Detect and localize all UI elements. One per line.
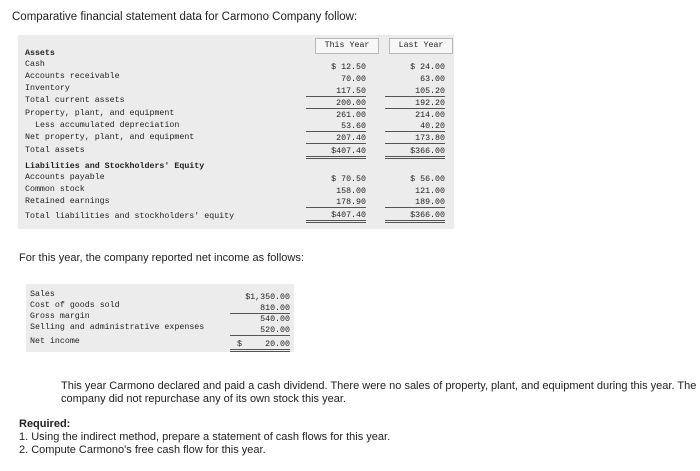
bs-label-accounts-receivable: Accounts receivable bbox=[25, 72, 120, 81]
is-value-sales: $1,350.00 bbox=[245, 293, 290, 302]
section-heading-liabilities: Liabilities and Stockholders' Equity bbox=[25, 162, 205, 171]
bs-this-common-stock: 158.00 bbox=[336, 187, 366, 196]
bs-last-accounts-receivable: 63.00 bbox=[420, 75, 445, 84]
required-item-1: 1. Using the indirect method, prepare a statement of cash flows for this year. bbox=[19, 431, 391, 443]
bs-label-total-assets: Total assets bbox=[25, 146, 85, 155]
note-line-1: This year Carmono declared and paid a cash dividend. There were no sales of property, plant, and equipment during this year. The bbox=[61, 380, 697, 392]
bs-this-total-assets: $407.40 bbox=[306, 147, 366, 159]
is-dollar-sign: $ bbox=[237, 340, 242, 349]
required-item-2: 2. Compute Carmono's free cash flow for this year. bbox=[19, 444, 266, 456]
bs-label-retained-earnings: Retained earnings bbox=[25, 197, 110, 206]
col-header-this-year: This Year bbox=[315, 38, 379, 54]
bs-last-total-liabilities-equity: $366.00 bbox=[385, 211, 445, 223]
bs-this-accumulated-depreciation: 53.60 bbox=[306, 122, 366, 132]
bs-last-accumulated-depreciation: 40.20 bbox=[385, 122, 445, 132]
bs-this-inventory: 117.50 bbox=[306, 87, 366, 97]
bs-label-net-ppe: Net property, plant, and equipment bbox=[25, 133, 195, 142]
is-label-gross-margin: Gross margin bbox=[30, 312, 90, 321]
bs-last-total-assets: $366.00 bbox=[385, 147, 445, 159]
is-label-cogs: Cost of goods sold bbox=[30, 301, 120, 310]
bs-label-cash: Cash bbox=[25, 60, 45, 69]
bs-this-accounts-payable: $ 70.50 bbox=[331, 175, 366, 184]
bs-this-accounts-receivable: 70.00 bbox=[341, 75, 366, 84]
col-header-last-year: Last Year bbox=[389, 38, 453, 54]
bs-label-accumulated-depreciation: Less accumulated depreciation bbox=[35, 121, 180, 130]
income-intro-text: For this year, the company reported net income as follows: bbox=[19, 252, 304, 264]
bs-label-accounts-payable: Accounts payable bbox=[25, 173, 105, 182]
section-heading-assets: Assets bbox=[25, 49, 55, 58]
bs-this-total-liabilities-equity: $407.40 bbox=[306, 211, 366, 223]
bs-label-inventory: Inventory bbox=[25, 84, 70, 93]
bs-last-accounts-payable: $ 56.00 bbox=[410, 175, 445, 184]
bs-last-common-stock: 121.00 bbox=[415, 187, 445, 196]
is-value-cogs: 810.00 bbox=[230, 304, 290, 314]
bs-this-retained-earnings: 178.90 bbox=[306, 198, 366, 208]
bs-last-net-ppe: 173.80 bbox=[385, 134, 445, 144]
bs-label-total-current-assets: Total current assets bbox=[25, 96, 125, 105]
is-label-selling-admin: Selling and administrative expenses bbox=[30, 323, 205, 332]
is-label-sales: Sales bbox=[30, 290, 55, 299]
is-label-net-income: Net income bbox=[30, 337, 80, 346]
is-value-net-income: 20.00 bbox=[230, 340, 290, 352]
bs-label-ppe: Property, plant, and equipment bbox=[25, 109, 175, 118]
intro-text: Comparative financial statement data for Carmono Company follow: bbox=[12, 11, 358, 23]
required-heading: Required: bbox=[19, 418, 71, 430]
is-value-selling-admin: 520.00 bbox=[230, 326, 290, 336]
bs-last-cash: $ 24.00 bbox=[410, 63, 445, 72]
is-value-gross-margin: 540.00 bbox=[260, 315, 290, 324]
bs-last-total-current-assets: 192.20 bbox=[385, 99, 445, 109]
bs-label-total-liabilities-equity: Total liabilities and stockholders' equity bbox=[25, 212, 235, 221]
bs-this-ppe: 261.00 bbox=[336, 111, 366, 120]
bs-this-cash: $ 12.50 bbox=[331, 63, 366, 72]
bs-this-net-ppe: 207.40 bbox=[306, 134, 366, 144]
bs-this-total-current-assets: 200.00 bbox=[306, 99, 366, 109]
bs-last-ppe: 214.00 bbox=[415, 111, 445, 120]
note-paragraph: company did not repurchase any of its own stock this year. bbox=[61, 393, 346, 405]
bs-label-common-stock: Common stock bbox=[25, 185, 85, 194]
bs-last-retained-earnings: 189.00 bbox=[385, 198, 445, 208]
bs-last-inventory: 105.20 bbox=[385, 87, 445, 97]
